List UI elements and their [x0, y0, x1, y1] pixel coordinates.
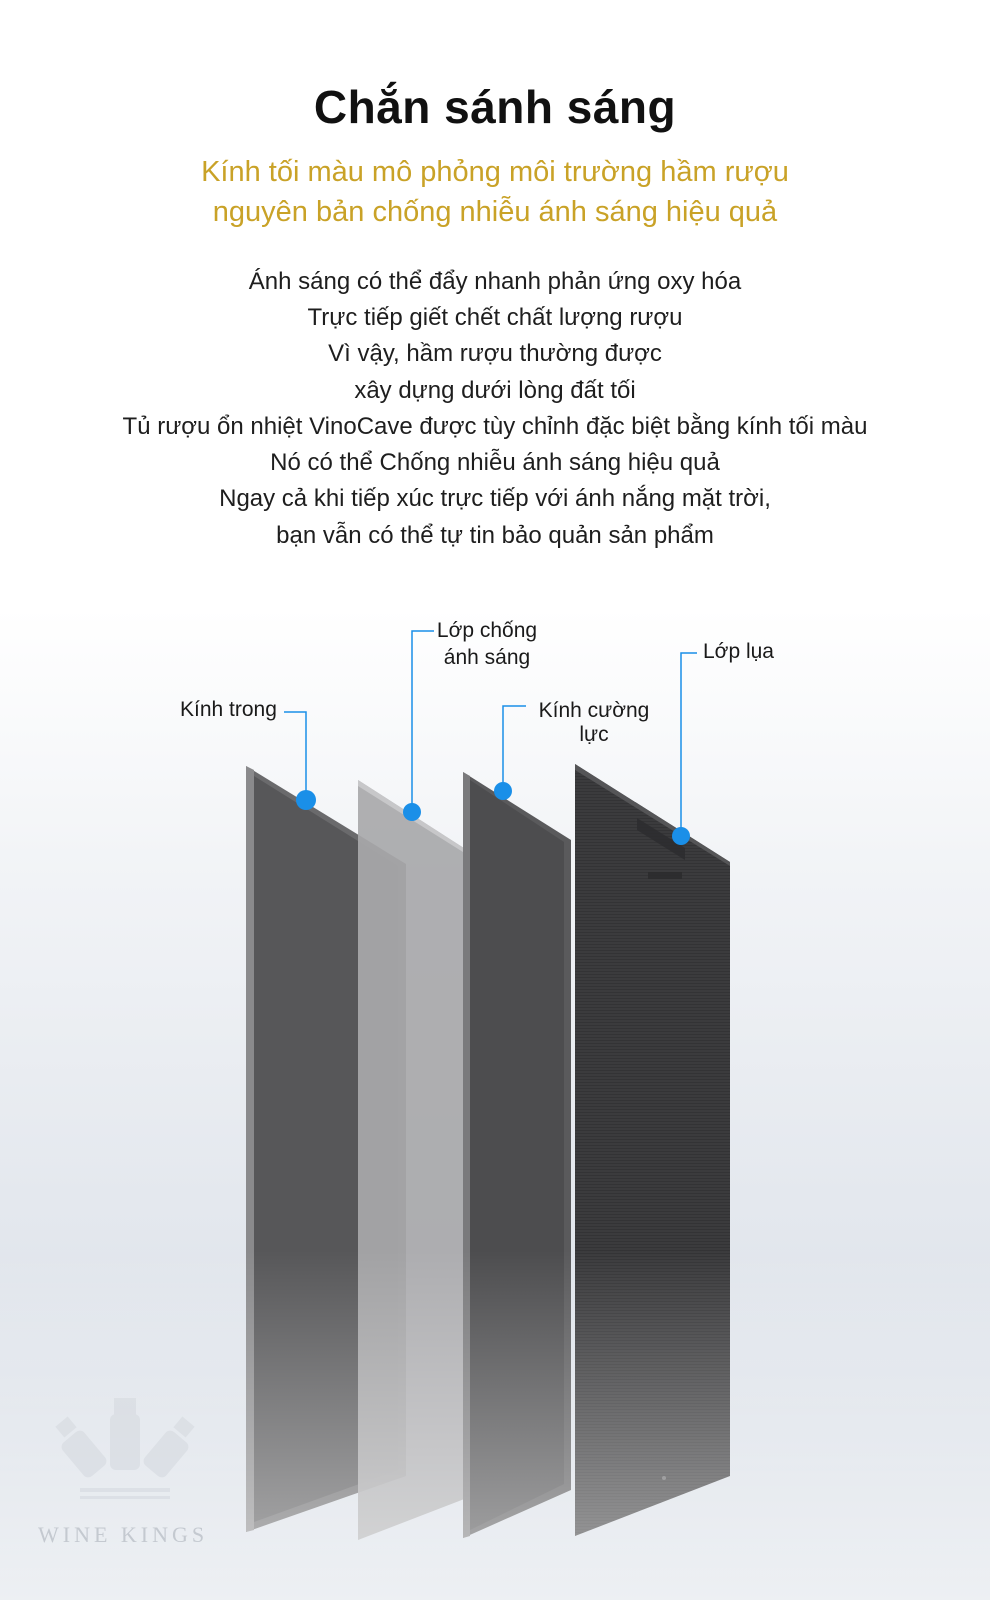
description-line: Vì vậy, hầm rượu thường được	[328, 340, 662, 367]
label-tempered-glass	[528, 697, 660, 746]
description-line: Ánh sáng có thể đẩy nhanh phản ứng oxy hóa	[248, 268, 742, 295]
subtitle-line-1: Kính tối màu mô phỏng môi trường hầm rượu	[201, 156, 789, 188]
subtitle-line-2: nguyên bản chống nhiễu ánh sáng hiệu quả	[212, 196, 778, 228]
label-tempered-glass-line-1: Kính cường	[538, 699, 650, 722]
description-line: Ngay cả khi tiếp xúc trực tiếp với ánh nắng mặt trời,	[219, 485, 771, 512]
label-anti-light	[432, 617, 542, 671]
description-line: Tủ rượu ổn nhiệt VinoCave được tùy chỉnh đặc biệt bằng kính tối màu	[122, 413, 868, 440]
label-tempered-glass-line-2: lực	[579, 723, 609, 746]
watermark-text: WINE KINGS	[38, 1522, 209, 1547]
callout-tempered-glass	[494, 706, 526, 800]
description-line: Nó có thể Chống nhiễu ánh sáng hiệu quả	[270, 449, 720, 476]
label-anti-light-line-2: ánh sáng	[443, 646, 531, 669]
callout-silk-layer	[672, 653, 697, 845]
label-silk-layer: Lớp lụa	[703, 640, 774, 663]
label-anti-light-line-1: Lớp chống	[436, 619, 538, 642]
callout-anti-light	[403, 631, 434, 821]
description-line: bạn vẫn có thể tự tin bảo quản sản phẩm	[276, 522, 714, 549]
description-line: Trực tiếp giết chết chất lượng rượu	[307, 304, 683, 331]
page-title: Chắn sánh sáng	[313, 81, 677, 133]
label-clear-glass: Kính trong	[180, 698, 277, 721]
description-line: xây dựng dưới lòng đất tối	[354, 377, 636, 404]
